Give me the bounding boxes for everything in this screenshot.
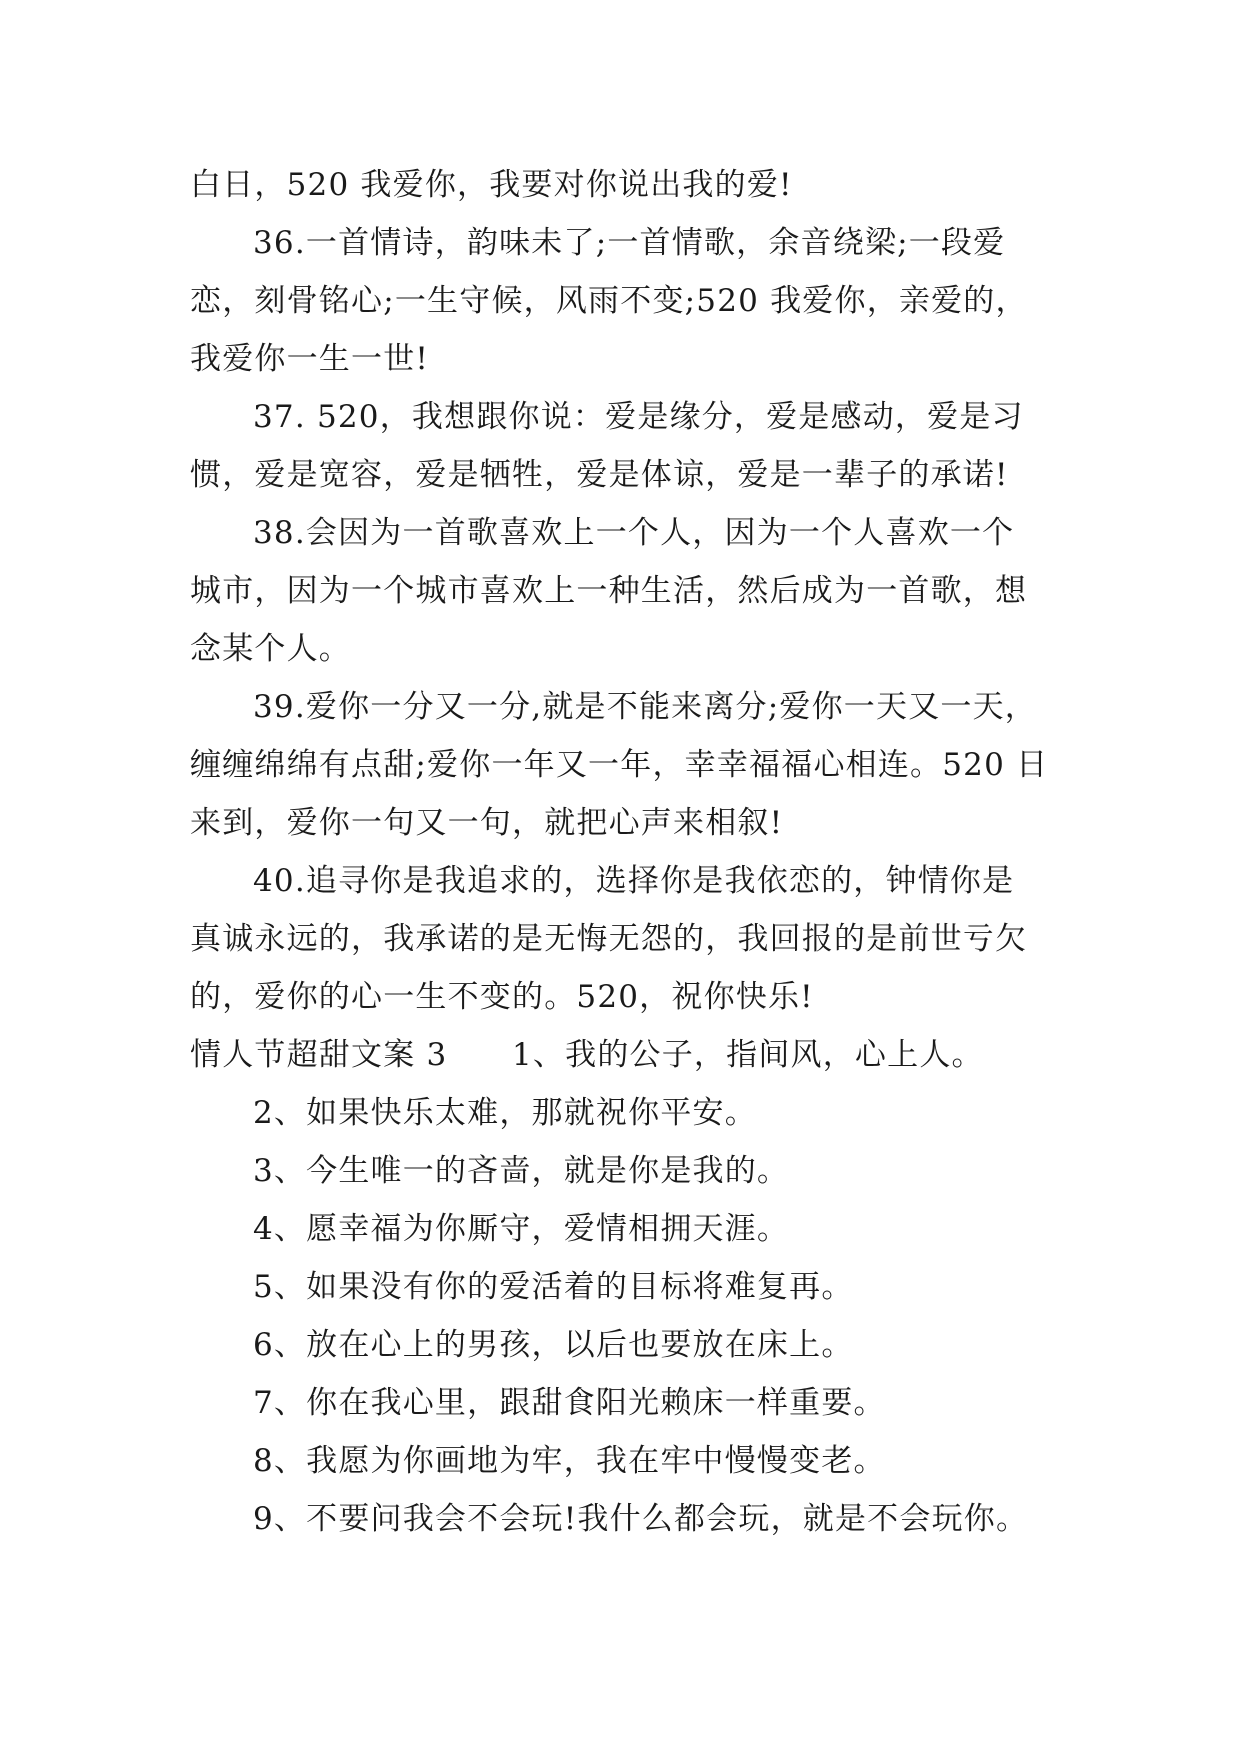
list-item-6: 6、放在心上的男孩，以后也要放在床上。: [253, 1327, 854, 1363]
text-line-continuation: 白日，520 我爱你，我要对你说出我的爱!: [190, 167, 793, 203]
paragraph-40-line-2: 真诚永远的，我承诺的是无悔无怨的，我回报的是前世亏欠: [190, 921, 1028, 957]
section-heading-row: [190, 1026, 1070, 1084]
list-item-2: 2、如果快乐太难，那就祝你平安。: [253, 1095, 757, 1131]
paragraph-36-line-3: 我爱你一生一世!: [190, 341, 430, 377]
list-item-8: 8、我愿为你画地为牢，我在牢中慢慢变老。: [253, 1443, 886, 1479]
paragraph-37-line-2: 惯，爱是宽容，爱是牺牲，爱是体谅，爱是一辈子的承诺!: [190, 457, 1009, 493]
list-item-7: 7、你在我心里，跟甜食阳光赖床一样重要。: [253, 1385, 886, 1421]
paragraph-36-line-1: 36.一首情诗，韵味未了;一首情歌，余音绕梁;一段爱: [253, 225, 1006, 261]
paragraph-37-line-1: 37. 520，我想跟你说：爱是缘分，爱是感动，爱是习: [253, 399, 1024, 435]
paragraph-38-line-3: 念某个人。: [190, 631, 351, 667]
section-heading: 情人节超甜文案 3: [190, 1037, 448, 1073]
paragraph-36-line-2: 恋，刻骨铭心;一生守候，风雨不变;520 我爱你，亲爱的，: [190, 283, 1028, 319]
paragraph-38-line-2: 城市，因为一个城市喜欢上一种生活，然后成为一首歌，想: [190, 573, 1028, 609]
list-item-9: 9、不要问我会不会玩!我什么都会玩，就是不会玩你。: [253, 1501, 1029, 1537]
paragraph-39-line-2: 缠缠绵绵有点甜;爱你一年又一年，幸幸福福心相连。520 日: [190, 747, 1049, 783]
paragraph-39-line-1: 39.爱你一分又一分,就是不能来离分;爱你一天又一天，: [253, 689, 1037, 725]
list-item-5: 5、如果没有你的爱活着的目标将难复再。: [253, 1269, 854, 1305]
paragraph-40-line-1: 40.追寻你是我追求的，选择你是我依恋的，钟情你是: [253, 863, 1015, 899]
list-item-1: 1、我的公子，指间风，心上人。: [512, 1037, 984, 1073]
paragraph-39-line-3: 来到，爱你一句又一句，就把心声来相叙!: [190, 805, 784, 841]
document-body: [190, 156, 1070, 1548]
list-item-3: 3、今生唯一的吝啬，就是你是我的。: [253, 1153, 790, 1189]
paragraph-38-line-1: 38.会因为一首歌喜欢上一个人，因为一个人喜欢一个: [253, 515, 1015, 551]
paragraph-40-line-3: 的，爱你的心一生不变的。520，祝你快乐!: [190, 979, 814, 1015]
list-item-4: 4、愿幸福为你厮守，爱情相拥天涯。: [253, 1211, 790, 1247]
